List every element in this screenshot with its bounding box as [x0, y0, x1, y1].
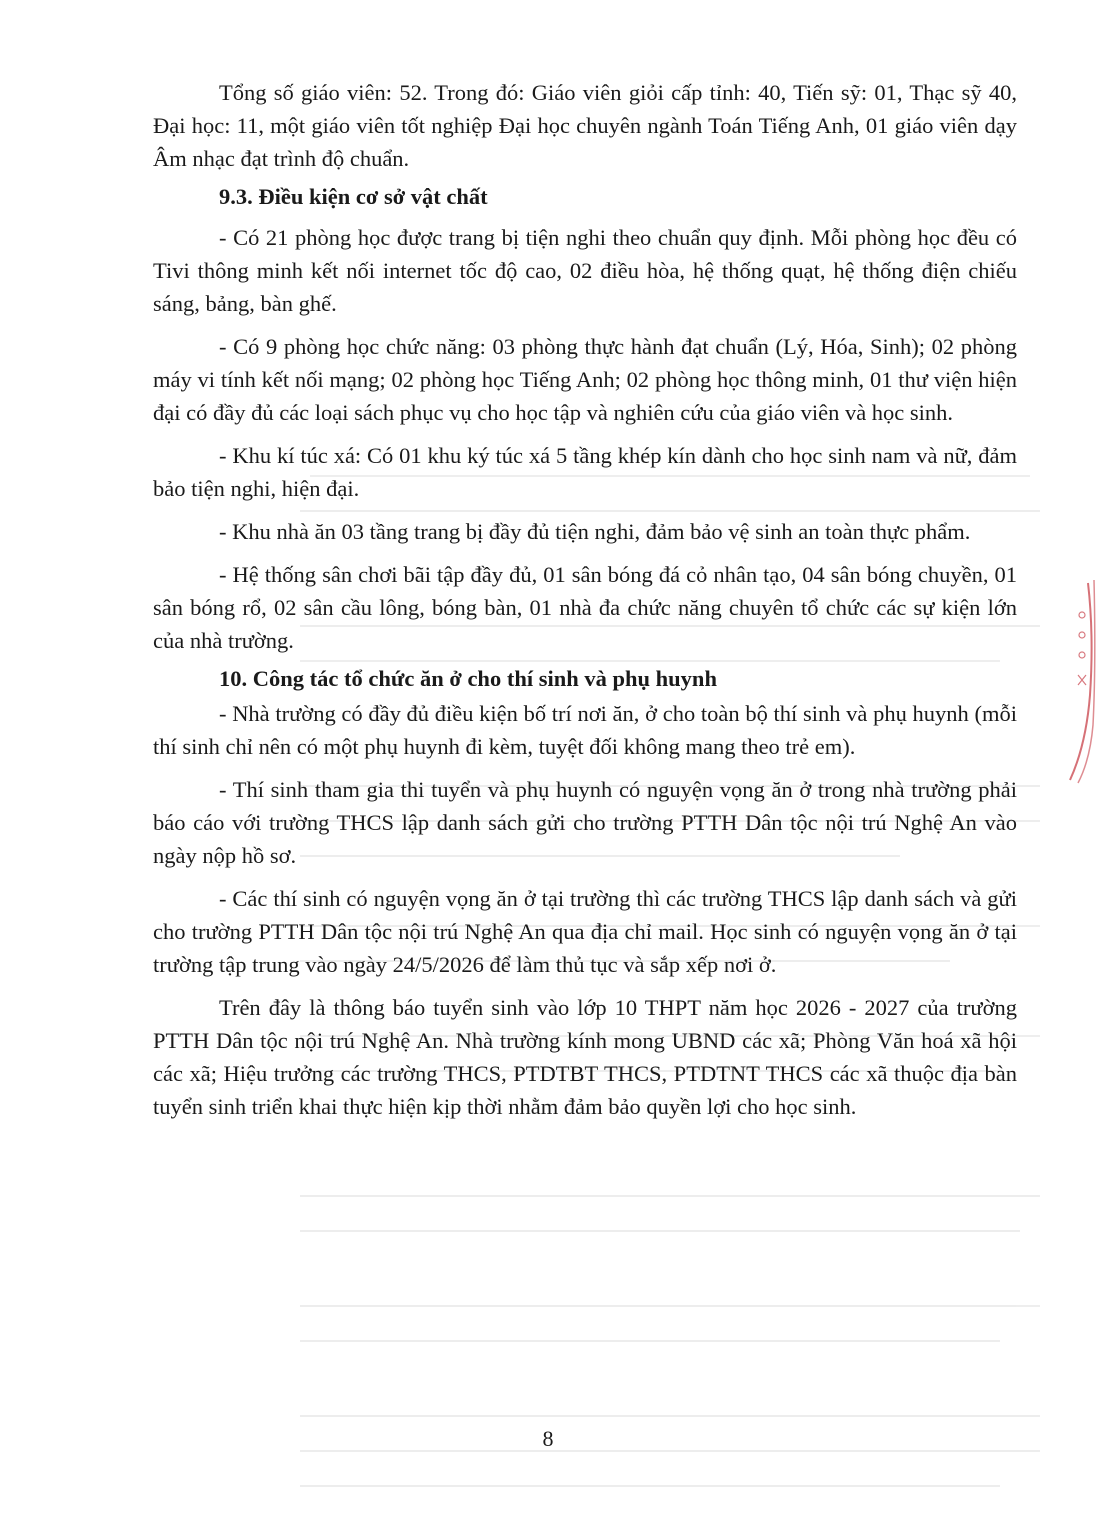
canteen-paragraph: - Khu nhà ăn 03 tầng trang bị đầy đủ tiện nghi, đảm bảo vệ sinh an toàn thực phẩm. — [219, 519, 971, 544]
page-number: 8 — [542, 1426, 554, 1451]
closing-paragraph: Trên đây là thông báo tuyển sinh vào lớp 10 THPT năm học 2026 - 2027 của trường PTTH Dân tộc nội trú Nghệ An. Nhà trường kính mong UBND các xã; Phòng Văn hoá xã hội các xã; Hiệu trưởng các trường THCS, PTDTBT THCS, PTDTNT THCS các xã thuộc địa bàn tuyển sinh triển khai thực hiện kịp thời nhằm đảm bảo quyền lợi cho học sinh. — [153, 995, 1017, 1119]
arrival-paragraph: - Các thí sinh có nguyện vọng ăn ở tại trường thì các trường THCS lập danh sách và gửi cho trường PTTH Dân tộc nội trú Nghệ An qua địa chỉ mail. Học sinh có nguyện vọng ăn ở tại trường tập trung vào ngày 24/5/2026 để làm thủ tục và sắp xếp nơi ở. — [153, 886, 1017, 977]
classrooms-paragraph: - Có 21 phòng học được trang bị tiện nghi theo chuẩn quy định. Mỗi phòng học đều có Tivi thông minh kết nối internet tốc độ cao, 02 điều hòa, hệ thống quạt, hệ thống điện chiếu sáng, bảng, bàn ghế. — [153, 225, 1017, 316]
dormitory-paragraph: - Khu kí túc xá: Có 01 khu ký túc xá 5 tầng khép kín dành cho học sinh nam và nữ, đảm bảo tiện nghi, hiện đại. — [153, 443, 1017, 501]
section-heading-facilities: 9.3. Điều kiện cơ sở vật chất — [219, 184, 488, 209]
document-body — [153, 76, 1017, 1133]
red-seal-edge-mark — [1066, 575, 1096, 785]
sports-paragraph: - Hệ thống sân chơi bãi tập đầy đủ, 01 sân bóng đá cỏ nhân tạo, 04 sân bóng chuyền, 01 sân bóng rổ, 02 sân cầu lông, bóng bàn, 01 nhà đa chức năng chuyên tổ chức các sự kiện lớn của nhà trường. — [153, 562, 1017, 653]
accommodation-paragraph: - Nhà trường có đầy đủ điều kiện bố trí nơi ăn, ở cho toàn bộ thí sinh và phụ huynh (mỗi thí sinh chỉ nên có một phụ huynh đi kèm, tuyệt đối không mang theo trẻ em). — [153, 701, 1017, 759]
section-heading-accommodation: 10. Công tác tổ chức ăn ở cho thí sinh và phụ huynh — [219, 666, 717, 691]
function-rooms-paragraph: - Có 9 phòng học chức năng: 03 phòng thực hành đạt chuẩn (Lý, Hóa, Sinh); 02 phòng máy vi tính kết nối mạng; 02 phòng học Tiếng Anh; 02 phòng học thông minh, 01 thư viện hiện đại có đầy đủ các loại sách phục vụ cho học tập và nghiên cứu của giáo viên và học sinh. — [153, 334, 1017, 425]
staff-paragraph: Tổng số giáo viên: 52. Trong đó: Giáo viên giỏi cấp tỉnh: 40, Tiến sỹ: 01, Thạc sỹ 40, Đại học: 11, một giáo viên tốt nghiệp Đại học chuyên ngành Toán Tiếng Anh, 01 giáo viên dạy Âm nhạc đạt trình độ chuẩn. — [153, 80, 1017, 171]
registration-paragraph: - Thí sinh tham gia thi tuyển và phụ huynh có nguyện vọng ăn ở trong nhà trường phải báo cáo với trường THCS lập danh sách gửi cho trường PTTH Dân tộc nội trú Nghệ An vào ngày nộp hồ sơ. — [153, 777, 1017, 868]
